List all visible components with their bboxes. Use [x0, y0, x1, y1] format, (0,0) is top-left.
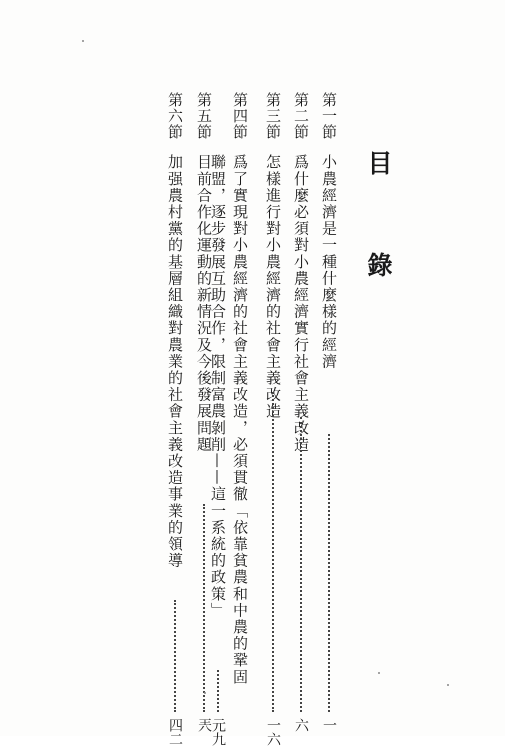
toc-entry-3[interactable] — [262, 92, 284, 746]
section-number: 第五節 — [195, 92, 213, 140]
section-title: 加强農村黨的基層組織對農業的社會主義改造事業的領導 — [166, 154, 184, 569]
dot-leader — [174, 600, 176, 712]
toc-entry-2[interactable] — [290, 92, 312, 732]
section-title: 爲什麼必須對小農經濟實行社會主義改造 — [292, 154, 310, 453]
dot-leader — [203, 504, 205, 712]
toc-heading: 目 錄 — [364, 150, 393, 303]
dot-leader — [300, 417, 302, 712]
speck — [204, 692, 206, 694]
section-number: 第一節 — [320, 92, 338, 140]
section-number: 第四節 — [231, 92, 249, 140]
dot-leader — [272, 392, 274, 712]
section-number: 第二節 — [292, 92, 310, 140]
page-number: 兲 — [196, 718, 212, 732]
toc-entry-6[interactable] — [164, 92, 186, 746]
toc-entry-1[interactable] — [318, 92, 340, 732]
toc-entry-5[interactable] — [193, 92, 215, 732]
page-number: 元九 — [210, 718, 226, 746]
toc-entry-4[interactable] — [229, 92, 251, 686]
page-number: 一六 — [265, 718, 281, 746]
section-title-continued: 聯盟，逐步發展互助合作，限制富農剝削——這一系統的政策」 — [209, 154, 227, 619]
page-number: 六 — [293, 718, 309, 732]
section-title: 怎樣進行對小農經濟的社會主義改造 — [264, 154, 282, 420]
speck — [82, 40, 84, 42]
section-title: 爲了實現對小農經濟的社會主義改造，必須貫徹「依靠貧農和中農的鞏固 — [231, 154, 249, 686]
speck — [447, 684, 449, 686]
dot-leader — [328, 434, 330, 712]
page-number: 一 — [321, 718, 337, 732]
section-number: 第三節 — [264, 92, 282, 140]
dot-leader — [217, 670, 219, 712]
section-number: 第六節 — [166, 92, 184, 140]
section-title: 小農經濟是一種什麼樣的經濟 — [320, 154, 338, 370]
speck — [378, 672, 380, 674]
section-title: 目前合作化運動的新情況及今後發展問題 — [195, 154, 213, 453]
page-number: 四二 — [167, 718, 183, 746]
